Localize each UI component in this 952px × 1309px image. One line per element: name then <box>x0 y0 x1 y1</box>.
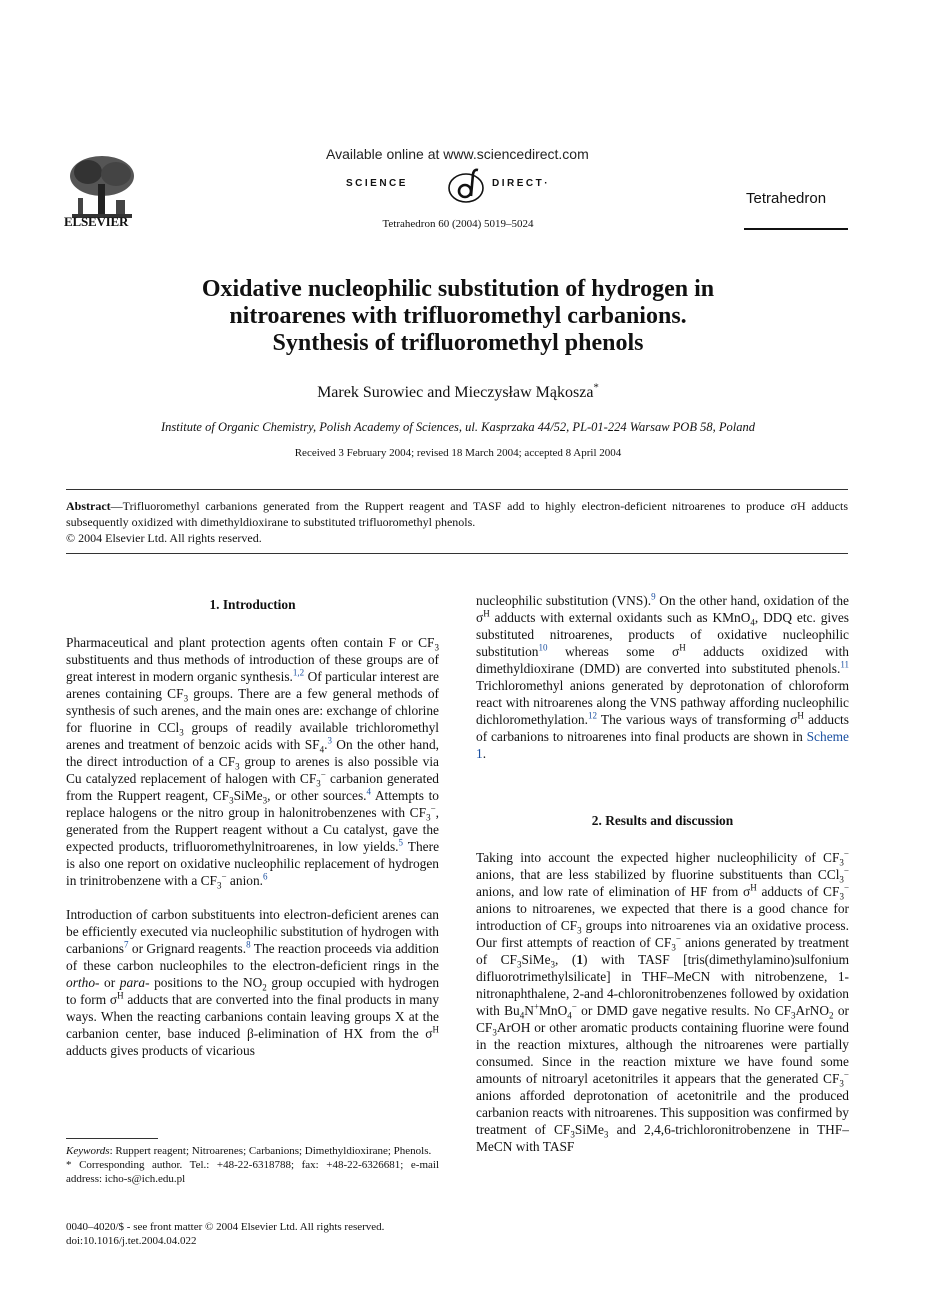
received-dates: Received 3 February 2004; revised 18 March 2004; accepted 8 April 2004 <box>294 447 622 459</box>
keywords-label: Keywords <box>66 1145 110 1157</box>
footnote-rule <box>66 1138 158 1139</box>
doi-line[interactable]: doi:10.1016/j.tet.2004.04.022 <box>66 1235 197 1247</box>
abstract-top-rule <box>66 489 848 490</box>
authors <box>0 381 916 402</box>
sciencedirect-d-icon <box>446 166 486 206</box>
intro-paragraph-1: Pharmaceutical and plant protection agents often contain F or $CF_3$ substituents and thus methods of introduction of these groups are of great interest in modern organic synthesis.$^{1,2}$ Of particular interest are arenes containing $CF_3$ groups. There are a few general methods of synthesis of such arenes, and the main ones are: exchange of chlorine for fluorine in CCl$_3$ groups of readily available trichloromethyl arenes and treatment of benzoic acids with $SF_4.^3$ On the other hand, the direct introduction of a $CF_3$ group to arenes is also possible via Cu catalyzed replacement of halogen with $CF_3^-$ carbanion generated from the Ruppert reagent, $CF_3SiMe_3$, or other sources.$^4$ Attempts to replace halogens or the nitro group in halonitrobenzenes with $CF_3^-$, generated from the Ruppert reagent without a Cu catalyst, gave the expected products, trifluoromethylnitroarenes, in low yields.$^5$ There is also one report on oxidative nucleophilic replacement of hydrogen in trinitrobenzene with a $CF_3^-$ anion.$^6$ <box>66 635 440 891</box>
title-line-1: Oxidative nucleophilic substitution of hydrogen in <box>201 276 715 302</box>
journal-name: Tetrahedron <box>746 190 827 207</box>
keywords-footnote <box>66 1144 439 1158</box>
available-online-text[interactable]: Available online at www.sciencedirect.com <box>326 146 589 162</box>
results-paragraph-1: Taking into account the expected higher nucleophilicity of $CF_3^-$ anions, that are less stabilized by fluorine substituents than CCl$_3$− anions, and low rate of elimination of HF from $\sigma^H$ adducts of $CF_3^-$ anions to nitroarenes, we expected that there is a good chance for introduction of $CF_3$ groups into nitroarenes via an oxidative process. Our first attempts of reaction of $CF_3^-$ anions generated by treatment of $CF_3SiMe_3$, (1) with TASF [tris(dimethylamino)sulfonium difluorotrimethylsilicate] in THF–MeCN with nitrobenzene, 1-nitronaphthalene, 2-and 4-chloronitrobenzenes followed by oxidation with $Bu_4N^+MnO_4^-$ or DMD gave negative results. No $CF_3ArNO_2$ or $CF_3ArOH$ or other aromatic products containing fluorine were found in the reaction mixtures, although the nitroarenes were partially consumed. Since in the reaction mixture we have found some amounts of nitroaryl acetonitriles it appears that the generated $CF_3^-$ anions afforded deprotonation of acetonitrile and the produced carbanion reacts with nitroarenes. This supposition was confirmed by treatment of $CF_3SiMe_3$ and 2,4,6-trichloronitrobenzene in THF–MeCN with TASF <box>476 848 850 1154</box>
abstract <box>66 498 848 546</box>
affiliation: Institute of Organic Chemistry, Polish Academy of Sciences, ul. Kasprzaka 44/52, PL-01-224 Warsaw POB 58, Poland <box>161 420 755 434</box>
abstract-bottom-rule <box>66 553 848 554</box>
journal-rule <box>744 228 848 230</box>
front-matter-line: 0040–4020/$ - see front matter © 2004 Elsevier Ltd. All rights reserved. <box>66 1221 385 1233</box>
intro-paragraph-3: nucleophilic substitution (VNS).$^9$ On the other hand, oxidation of the $\sigma^H$ adducts with external oxidants such as KMnO$_4$, DDQ etc. gives substituted nitroarenes, products of oxidative nucleophilic substitution$^{10}$ whereas some $\sigma^H$ adducts oxidized with dimethyldioxirane (DMD) are converted into substituted phenols.$^{11}$ Trichloromethyl anions generated by deprotonation of chloroform react with nitroarenes along the VNS pathway affording nucleophilic dichloromethylation.$^{12}$ The various ways of transforming $\sigma^H$ adducts of carbanions to nitroarenes into final products are shown in Scheme 1. <box>476 591 849 761</box>
author-names: Marek Surowiec and Mieczysław Mąkosza <box>317 384 594 401</box>
left-column <box>66 592 439 1059</box>
sciencedirect-left-word: SCIENCE <box>346 178 408 189</box>
title-line-2: nitroarenes with trifluoromethyl carbanions. <box>229 303 687 329</box>
corresponding-author-footnote: * Corresponding author. Tel.: +48-22-6318788; fax: +48-22-6326681; e-mail address: icho-s@ich.edu.pl <box>66 1159 439 1185</box>
keywords-text: : Ruppert reagent; Nitroarenes; Carbanions; Dimethyldioxirane; Phenols. <box>109 1145 432 1157</box>
article-title <box>100 276 816 357</box>
intro-paragraph-2: Introduction of carbon substituents into electron-deficient arenes can be efficiently executed via nucleophilic substitution of hydrogen with carbanions$^7$ or Grignard reagents.$^8$ The reaction proceeds via addition of these carbon nucleophiles to the electron-deficient rings in the ortho- or para- positions to the $NO_2$ group occupied with hydrogen to form $\sigma^H$ adducts that are converted into the final products in many ways. When the reacting carbanions contain leaving groups X at the carbanion center, base induced β-elimination of HX from the $\sigma^H$ adducts gives products of vicarious <box>66 907 440 1058</box>
abstract-label: Abstract <box>66 499 111 513</box>
footnotes <box>66 1144 439 1186</box>
sciencedirect-right-word: DIRECT· <box>492 178 551 189</box>
abstract-text: —Trifluoromethyl carbanions generated from the Ruppert reagent and TASF add to highly electron-deficient nitroarenes to produce σH adducts subsequently oxidized with dimethyldioxirane to substituted trifluoromethyl phenols. <box>66 499 848 529</box>
publisher-name: ELSEVIER <box>64 214 129 229</box>
section-heading-introduction: 1. Introduction <box>209 597 296 612</box>
front-matter <box>66 1220 384 1248</box>
title-line-3: Synthesis of trifluoromethyl phenols <box>272 330 644 356</box>
sciencedirect-logo <box>346 166 592 206</box>
section-heading-results: 2. Results and discussion <box>591 813 734 828</box>
right-column <box>476 592 849 1155</box>
scheme-1-link[interactable]: Scheme 1 <box>476 729 849 761</box>
journal-citation: Tetrahedron 60 (2004) 5019–5024 <box>382 218 534 230</box>
corresponding-mark[interactable]: * <box>593 381 599 394</box>
abstract-copyright: © 2004 Elsevier Ltd. All rights reserved. <box>66 531 262 545</box>
